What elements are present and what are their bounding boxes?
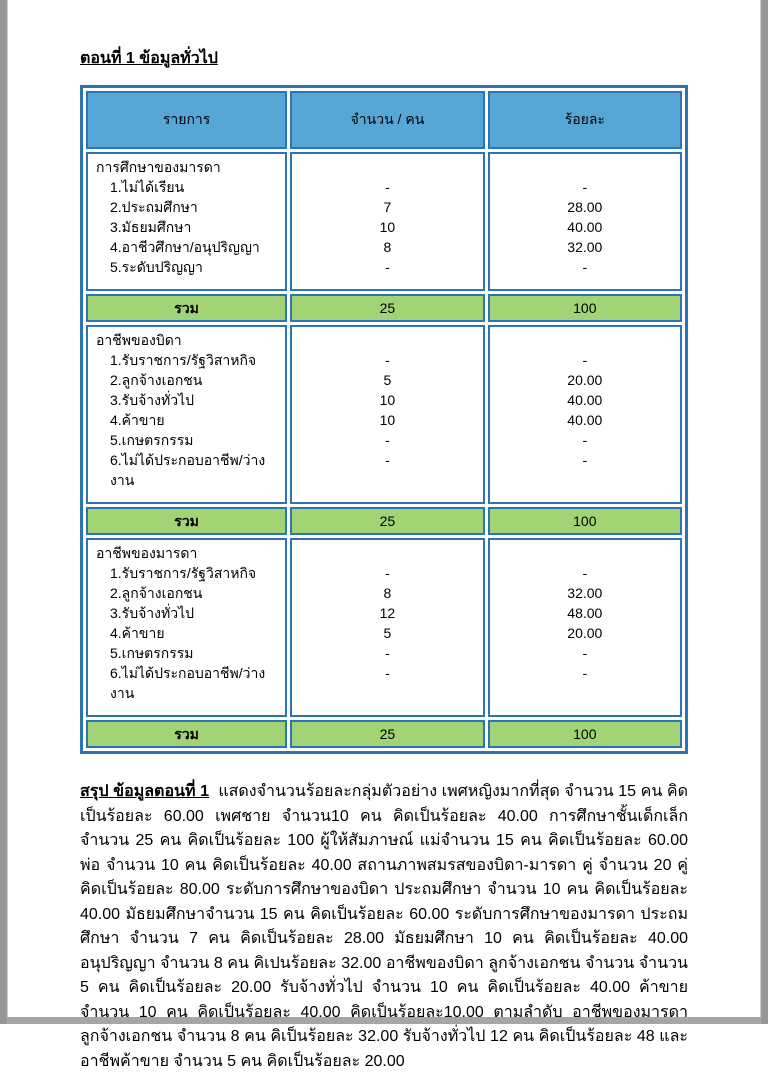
section-item: 2.ลูกจ้างเอกชน [110,585,203,601]
section-item: 6.ไม่ได้ประกอบอาชีพ/ว่างงาน [110,665,266,701]
section-item: 2.ประถมศึกษา [110,199,198,215]
section-heading: อาชีพของมารดา [96,545,198,561]
section-heading: อาชีพของบิดา [96,332,182,348]
percent-value: - [582,452,588,468]
percent-value: - [582,259,588,275]
section-counts-1 [290,325,484,504]
count-value: 5 [383,372,392,388]
section-counts-2 [290,538,484,717]
count-value: 8 [383,585,392,601]
percent-value: - [582,432,588,448]
column-header-0: รายการ [86,91,287,149]
total-row-2 [86,720,682,748]
percent-value: 28.00 [567,199,603,215]
total-label: รวม [86,507,287,535]
section-labels-0 [86,152,287,291]
total-count: 25 [290,294,484,322]
total-count: 25 [290,720,484,748]
viewer-right-edge [760,0,768,1024]
summary-heading: สรุป ข้อมูลตอนที่ 1 [80,783,210,800]
section-heading: การศึกษาของมารดา [96,159,221,175]
page-title: ตอนที่ 1 ข้อมูลทั่วไป [80,50,218,67]
section-row-0 [86,152,682,291]
total-count: 25 [290,507,484,535]
percent-value: - [582,645,588,661]
count-value: 10 [379,392,396,408]
percent-value: 20.00 [567,625,603,641]
section-item: 4.ค้าขาย [110,625,165,641]
section-counts-0 [290,152,484,291]
section-item: 3.รับจ้างทั่วไป [110,392,194,408]
spacer [298,330,476,350]
section-item: 3.มัธยมศึกษา [110,219,192,235]
percent-value: 40.00 [567,392,603,408]
percent-value: - [582,179,588,195]
count-value: 12 [379,605,396,621]
total-row-0 [86,294,682,322]
total-row-1 [86,507,682,535]
spacer [496,157,674,177]
viewer-left-edge [0,0,8,1024]
total-percent: 100 [488,720,682,748]
section-item: 3.รับจ้างทั่วไป [110,605,194,621]
count-value: - [385,432,390,448]
section-item: 2.ลูกจ้างเอกชน [110,372,203,388]
count-value: 10 [379,412,396,428]
count-value: 5 [383,625,392,641]
count-value: - [385,565,390,581]
spacer [298,543,476,563]
section-item: 1.ไม่ได้เรียน [110,179,185,195]
summary-heading-gap [209,783,218,800]
section-percents-1 [488,325,682,504]
section-item: 4.ค้าขาย [110,412,165,428]
column-header-1: จำนวน / คน [290,91,484,149]
section-item: 5.เกษตรกรรม [110,645,194,661]
section-item: 1.รับราชการ/รัฐวิสาหกิจ [110,565,257,581]
section-item: 1.รับราชการ/รัฐวิสาหกิจ [110,352,257,368]
percent-value: - [582,352,588,368]
total-label: รวม [86,294,287,322]
count-value: - [385,645,390,661]
percent-value: 20.00 [567,372,603,388]
summary-body: แสดงจำนวนร้อยละกลุ่มตัวอย่าง เพศหญิงมากที่สุด จำนวน 15 คน คิดเป็นร้อยละ 60.00 เพศชาย จำนวน10 คน คิดเป็นร้อยละ 40.00 การศึกษาชั้นเด็กเล็กจำนวน 25 คน คิดเป็นร้อยละ 100 ผู้ให้สัมภาษณ์ แม่จำนวน 15 คน คิดเป็นร้อยละ 60.00 พ่อ จำนวน 10 คน คิดเป็นร้อยละ 40.00 สถานภาพสมรสของบิดา-มารดา คู่ จำนวน 20 คู่ คิดเป็นร้อยละ 80.00 ระดับการศึกษาของบิดา ประถมศึกษา จำนวน 10 คน คิดเป็นร้อยละ 40.00 มัธยมศึกษาจำนวน 15 คน คิดเป็นร้อยละ 60.00 ระดับการศึกษาของมารดา ประถมศึกษา จำนวน 7 คน คิดเป็นร้อยละ 28.00 มัธยมศึกษา 10 คน คิดเป็นร้อยละ 40.00 อนุปริญญา จำนวน 8 คน คิเปนร้อยละ 32.00 อาชีพของบิดา ลูกจ้างเอกชน จำนวน จำนวน 5 คน คิดเป็นร้อยละ 20.00 รับจ้างทั่วไป จำนวน 10 คน คิดเป็นร้อยละ 40.00 ค้าขาย จำนวน 10 คน คิดเป็นร้อยละ 40.00 คิดเป็นร้อยละ10.00 ตามลำดับ อาชีพของมารดาลูกจ้างเอกชน จำนวน 8 คน คิเป็นร้อยละ 32.00 รับจ้างทั่วไป 12 คน คิดเป็นร้อยละ 48 และอาชีพค้าขาย จำนวน 5 คน คิดเป็นร้อยละ 20.00 [80,783,688,1070]
section-percents-2 [488,538,682,717]
summary-paragraph [80,780,688,1074]
section-row-1 [86,325,682,504]
total-label: รวม [86,720,287,748]
section-item: 6.ไม่ได้ประกอบอาชีพ/ว่างงาน [110,452,266,488]
count-value: - [385,352,390,368]
section-labels-2 [86,538,287,717]
count-value: - [385,665,390,681]
section-percents-0 [488,152,682,291]
count-value: - [385,259,390,275]
section-item: 4.อาชีวศึกษา/อนุปริญญา [110,239,260,255]
count-value: - [385,452,390,468]
percent-value: - [582,665,588,681]
percent-value: 40.00 [567,412,603,428]
count-value: 10 [379,219,396,235]
percent-value: 32.00 [567,585,603,601]
page-content [80,46,688,1090]
percent-value: 48.00 [567,605,603,621]
total-percent: 100 [488,507,682,535]
percent-value: - [582,565,588,581]
total-percent: 100 [488,294,682,322]
table-body [86,152,682,748]
count-value: 7 [383,199,392,215]
section-labels-1 [86,325,287,504]
section-item: 5.ระดับปริญญา [110,259,203,275]
general-info-table [80,85,688,754]
column-header-2: ร้อยละ [488,91,682,149]
section-row-2 [86,538,682,717]
section-item: 5.เกษตรกรรม [110,432,194,448]
spacer [496,330,674,350]
percent-value: 32.00 [567,239,603,255]
table-header-row [86,91,682,149]
spacer [496,543,674,563]
spacer [298,157,476,177]
count-value: - [385,179,390,195]
count-value: 8 [383,239,392,255]
percent-value: 40.00 [567,219,603,235]
